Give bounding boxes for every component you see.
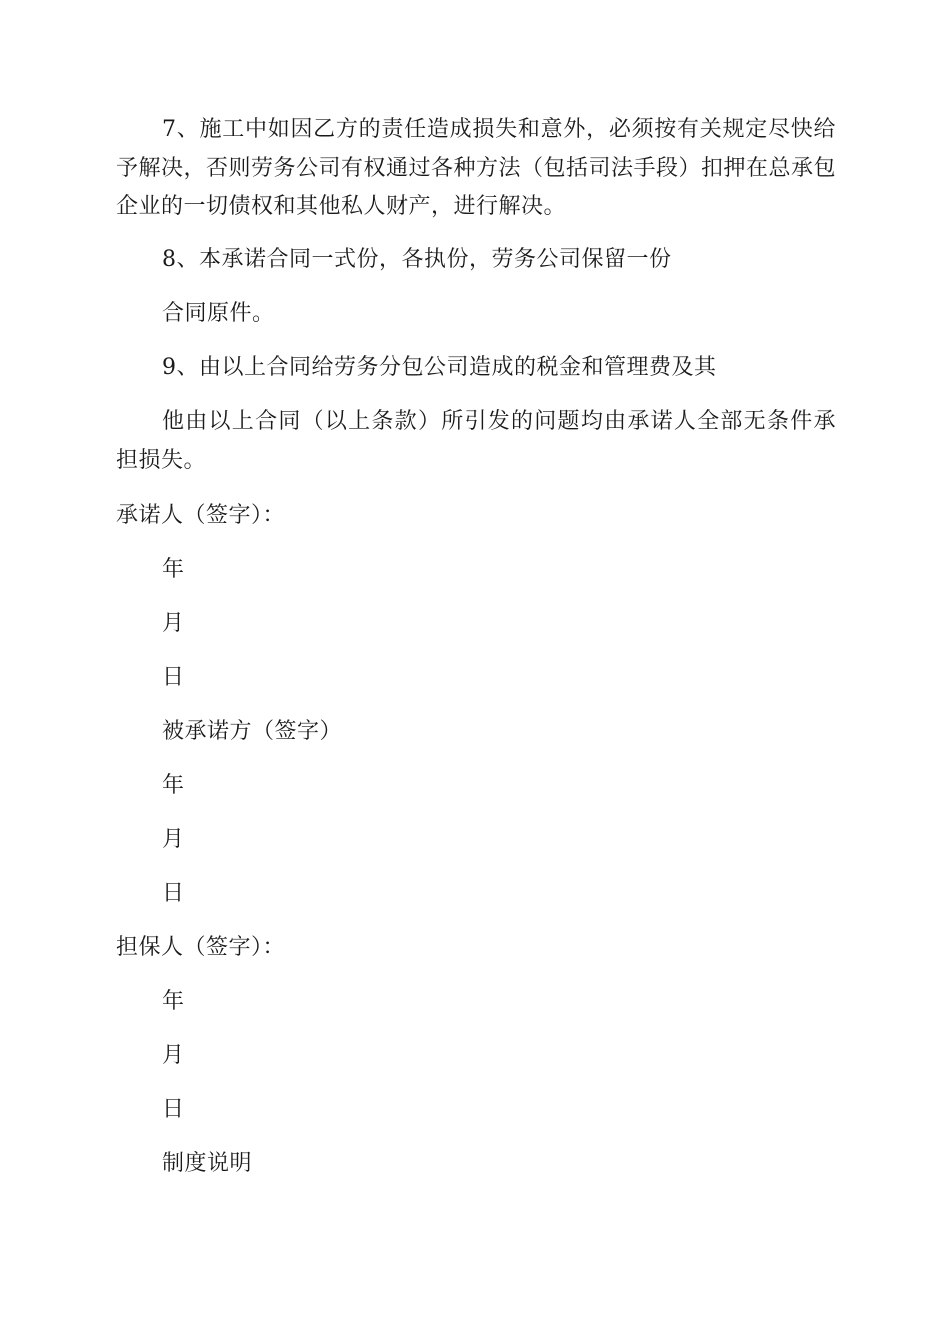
- promisee-signature-label: 被承诺方（签字）: [162, 719, 343, 744]
- promisor-month: 月: [162, 611, 185, 636]
- promisor-signature-label: 承诺人（签字）：: [116, 503, 286, 528]
- clause-7: 7、施工中如因乙方的责任造成损失和意外，必须按有关规定尽快给予解决，否则劳务公司有权通过各种方法（包括司法手段）扣押在总承包企业的一切债权和其他私人财产，进行解决。: [116, 117, 837, 219]
- clause-9: 9、由以上合同给劳务分包公司造成的税金和管理费及其: [162, 355, 717, 380]
- guarantor-day: 日: [162, 1097, 185, 1122]
- clause-9-continuation: 他由以上合同（以上条款）所引发的问题均由承诺人全部无条件承担损失。: [116, 409, 836, 473]
- guarantor-year: 年: [162, 989, 185, 1014]
- promisee-day: 日: [162, 881, 185, 906]
- promisor-year: 年: [162, 557, 185, 582]
- clause-8: 8、本承诺合同一式份，各执份，劳务公司保留一份: [162, 247, 672, 272]
- promisee-month: 月: [162, 827, 185, 852]
- guarantor-signature-label: 担保人（签字）：: [116, 935, 286, 960]
- section-title: 制度说明: [162, 1151, 253, 1176]
- promisee-year: 年: [162, 773, 185, 798]
- promisor-day: 日: [162, 665, 185, 690]
- guarantor-month: 月: [162, 1043, 185, 1068]
- clause-8-continuation: 合同原件。: [162, 301, 275, 326]
